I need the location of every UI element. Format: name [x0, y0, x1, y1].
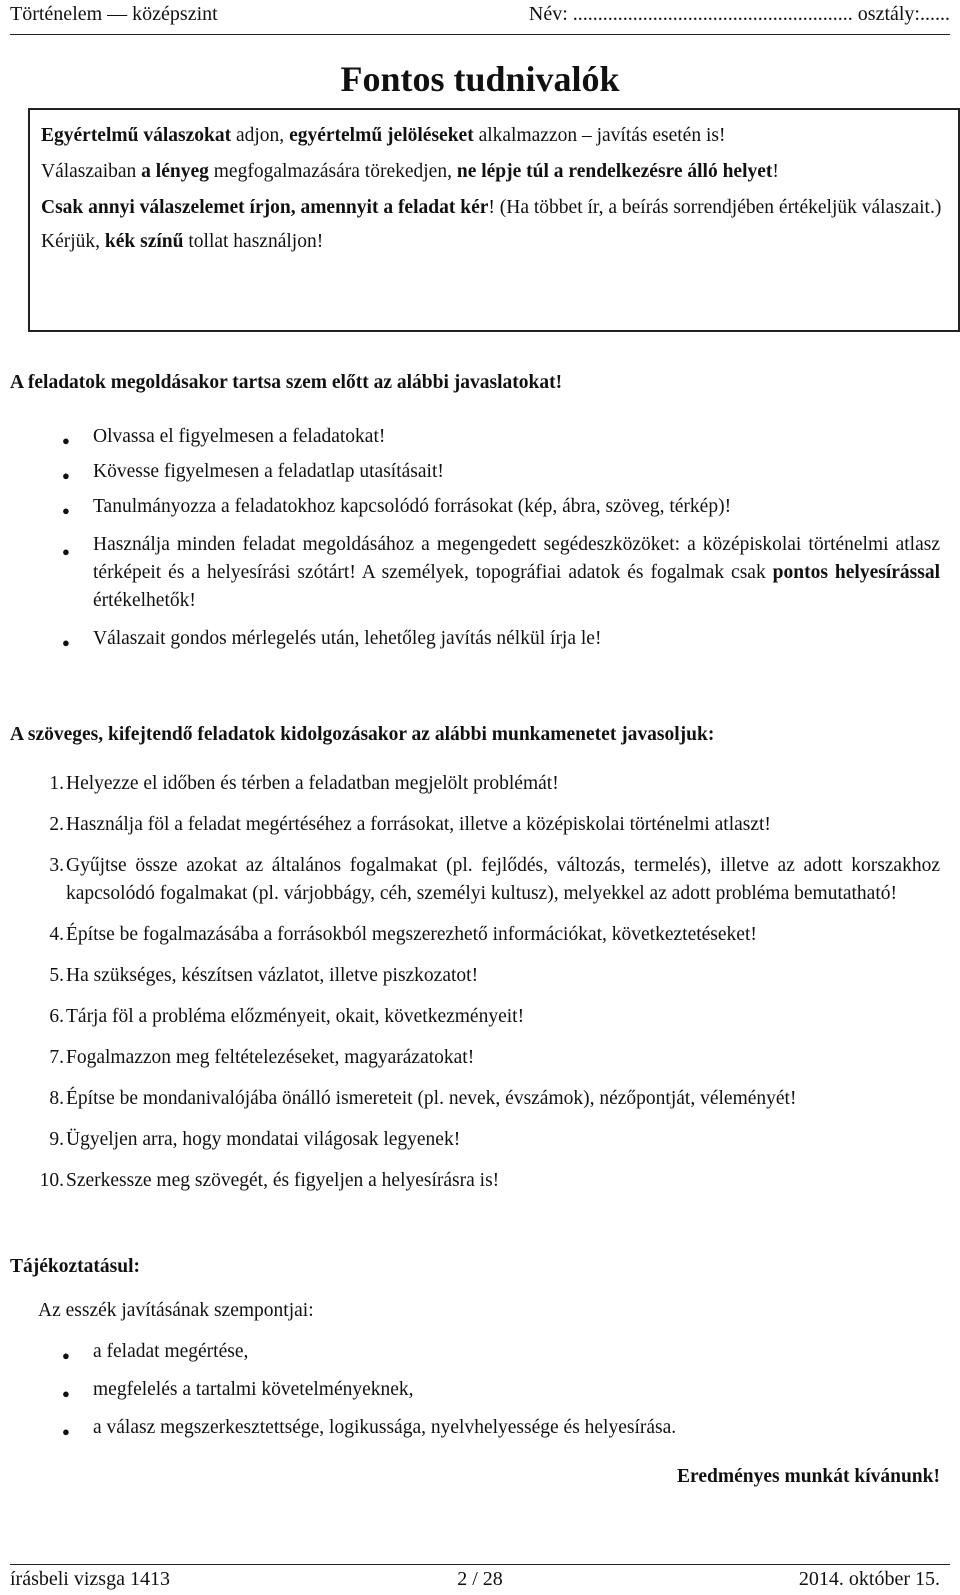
list-number: 10.	[39, 1170, 64, 1191]
list-item: ● a válasz megszerkesztettsége, logikussága, nyelvhelyessége és helyesírása.	[62, 1417, 677, 1439]
list-number: 5.	[49, 965, 64, 986]
list-item: ● Válaszait gondos mérlegelés után, lehetőleg javítás nélkül írja le!	[62, 628, 602, 650]
header-name-class: Név: ........................................................ osztály:......	[528, 3, 950, 25]
list-item	[10, 811, 940, 839]
list-item-text: Ügyeljen arra, hogy mondatai világosak legyenek!	[66, 1129, 461, 1150]
bullet-icon: ●	[62, 433, 70, 448]
header-subject: Történelem — középszint	[10, 3, 218, 25]
bullet-icon: ●	[62, 544, 70, 559]
list-item: ● a feladat megértése,	[62, 1341, 249, 1363]
list-number: 9.	[49, 1129, 64, 1150]
section2-heading: A szöveges, kifejtendő feladatok kidolgozásakor az alábbi munkamenetet javasoljuk:	[10, 724, 715, 745]
info-heading: Tájékoztatásul:	[10, 1256, 140, 1277]
note-line-4: Kérjük, kék színű tollat használjon!	[41, 231, 324, 252]
bullet-icon: ●	[62, 503, 70, 518]
section1-list	[10, 426, 940, 650]
list-item: ● Kövesse figyelmesen a feladatlap utasításait!	[62, 461, 444, 483]
list-item-text: Fogalmazzon meg feltételezéseket, magyarázatokat!	[66, 1047, 475, 1068]
list-item	[10, 1126, 940, 1154]
list-item: ● Tanulmányozza a feladatokhoz kapcsolódó forrásokat (kép, ábra, szöveg, térkép)!	[62, 496, 732, 518]
page-title: Fontos tudnivalók	[340, 59, 620, 99]
page-number: 2 / 28	[457, 1568, 503, 1590]
list-number: 2.	[49, 814, 64, 835]
list-item: ● megfelelés a tartalmi követelményeknek,	[62, 1379, 414, 1401]
page-header	[10, 3, 950, 31]
note-line-1: Egyértelmű válaszokat adjon, egyértelmű jelöléseket alkalmazzon – javítás esetén is!	[41, 125, 726, 146]
bullet-icon: ●	[62, 468, 70, 483]
bullet-icon: ●	[62, 1348, 70, 1363]
list-item	[10, 1167, 940, 1195]
footer-divider	[10, 1564, 950, 1565]
notes-box	[28, 108, 960, 332]
list-item-text: Használja föl a feladat megértéséhez a forrásokat, illetve a középiskolai történelmi atlaszt!	[66, 814, 771, 835]
bullet-icon: ●	[62, 1424, 70, 1439]
list-number: 4.	[49, 924, 64, 945]
list-item	[10, 921, 940, 949]
list-item-text: Ha szükséges, készítsen vázlatot, illetve piszkozatot!	[66, 965, 479, 986]
header-divider	[10, 34, 950, 35]
footer-exam-code: írásbeli vizsga 1413	[10, 1568, 170, 1590]
list-item-text: Építse be fogalmazásába a forrásokból megszerezhető információkat, következtetéseket!	[66, 924, 757, 945]
footer-date: 2014. október 15.	[798, 1568, 940, 1590]
bullet-icon: ●	[62, 635, 70, 650]
list-item-text: Gyűjtse össze azokat az általános fogalmakat (pl. fejlődés, változás, termelés), illetve az adott korszakhoz kapcsolódó fogalmakat (pl. várjobbágy, céh, személyi kultusz), melyekkel az adott probléma bemutatható!	[66, 855, 940, 904]
info-subheading: Az esszék javításának szempontjai:	[38, 1300, 314, 1321]
list-item	[10, 962, 940, 990]
list-item-text: Tárja föl a probléma előzményeit, okait, következményeit!	[66, 1006, 525, 1027]
list-number: 7.	[49, 1047, 64, 1068]
bullet-icon: ●	[62, 1386, 70, 1401]
list-item-text: Szerkessze meg szövegét, és figyeljen a helyesírásra is!	[66, 1170, 500, 1191]
list-number: 8.	[49, 1088, 64, 1109]
list-item	[10, 852, 940, 908]
note-line-2: Válaszaiban a lényeg megfogalmazására törekedjen, ne lépje túl a rendelkezésre álló helyet!	[41, 161, 779, 182]
list-number: 6.	[49, 1006, 64, 1027]
list-item	[10, 1044, 940, 1072]
list-item-text: Építse be mondanivalójába önálló ismereteit (pl. nevek, évszámok), nézőpontját, véleményét!	[66, 1088, 797, 1109]
closing-wish: Eredményes munkát kívánunk!	[677, 1466, 940, 1487]
note-line-3: Csak annyi válaszelemet írjon, amennyit a feladat kér! (Ha többet ír, a beírás sorrendjében értékeljük válaszait.)	[41, 197, 942, 218]
list-item-text: Helyezze el időben és térben a feladatban megjelölt problémát!	[66, 773, 559, 794]
list-number: 3.	[49, 855, 64, 876]
list-item: ● Olvassa el figyelmesen a feladatokat!	[62, 426, 386, 448]
section1-heading: A feladatok megoldásakor tartsa szem előtt az alábbi javaslatokat!	[10, 372, 563, 393]
info-list	[10, 1341, 940, 1439]
list-number: 1.	[49, 773, 64, 794]
list-item	[10, 1085, 940, 1113]
list-item: ● Használja minden feladat megoldásához a megengedett segédeszközöket: a középiskolai történelmi atlasz térképeit és a helyesírási szótárt! A személyek, topográfiai adatok és fogalmak csak pontos helyesírással értékelhetők!	[62, 534, 940, 611]
list-item	[10, 770, 940, 798]
section2-list	[10, 770, 940, 1195]
list-item	[10, 1003, 940, 1031]
